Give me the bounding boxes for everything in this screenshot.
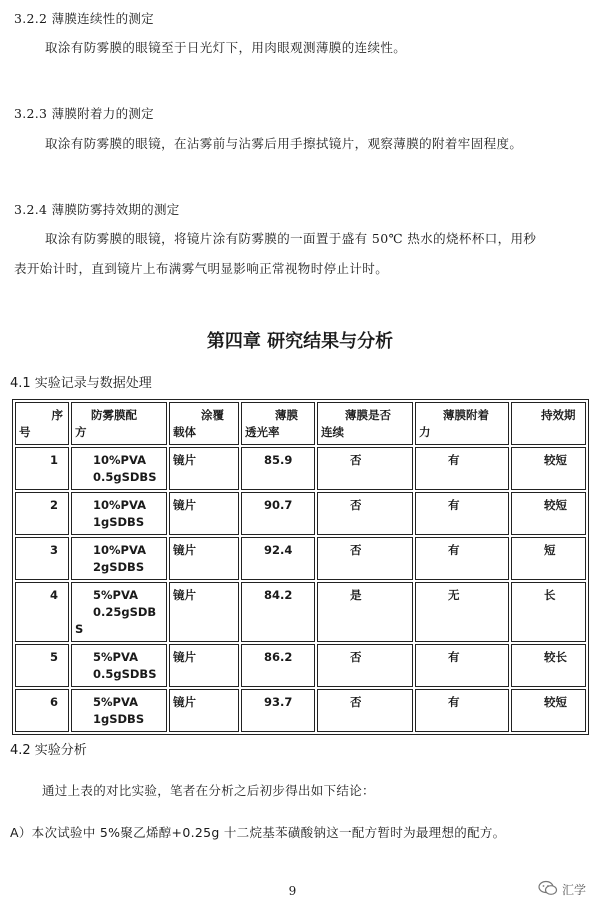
table-row: [15, 582, 586, 642]
cell-adhesion: 有: [415, 447, 509, 490]
cell-formula: 10%PVA 2gSDBS: [71, 537, 167, 580]
cell-continuous: 否: [317, 447, 413, 490]
cell-transmittance: 90.7: [241, 492, 315, 535]
header-cell-carrier: 涂覆 载体: [169, 402, 239, 445]
cell-transmittance: 86.2: [241, 644, 315, 687]
table-row: [15, 537, 586, 580]
cell-no: 1: [15, 447, 69, 490]
cell-no: 6: [15, 689, 69, 732]
header-cell-formula: 防雾膜配 方: [71, 402, 167, 445]
cell-continuous: 否: [317, 537, 413, 580]
cell-no: 3: [15, 537, 69, 580]
heading-3-2-3: 3.2.3 薄膜附着力的测定: [14, 106, 154, 121]
cell-transmittance: 84.2: [241, 582, 315, 642]
table-row: [15, 492, 586, 535]
results-table: [12, 399, 589, 735]
paragraph-3-2-4-line1: 取涂有防雾膜的眼镜，将镜片涂有防雾膜的一面置于盛有 50℃ 热水的烧杯杯口，用秒: [45, 231, 537, 246]
cell-adhesion: 无: [415, 582, 509, 642]
conclusion-a: A）本次试验中 5%聚乙烯醇+0.25g 十二烷基苯磺酸钠这一配方暂时为最理想的配方。: [10, 825, 506, 840]
watermark-text: 汇学: [561, 883, 586, 897]
cell-carrier: 镜片: [169, 582, 239, 642]
cell-adhesion: 有: [415, 689, 509, 732]
cell-carrier: 镜片: [169, 537, 239, 580]
cell-no: 4: [15, 582, 69, 642]
cell-no: 5: [15, 644, 69, 687]
header-cell-adhesion: 薄膜附着 力: [415, 402, 509, 445]
cell-transmittance: 92.4: [241, 537, 315, 580]
header-cell-continuity: 薄膜是否 连续: [317, 402, 413, 445]
cell-duration: 较短: [511, 492, 586, 535]
wechat-icon: [538, 880, 558, 899]
cell-formula: 10%PVA 1gSDBS: [71, 492, 167, 535]
cell-adhesion: 有: [415, 492, 509, 535]
cell-formula: 5%PVA 0.25gSDB S: [71, 582, 167, 642]
table-row: [15, 447, 586, 490]
chapter-title: 第四章 研究结果与分析: [206, 331, 394, 352]
table-header-row: [15, 402, 586, 445]
header-cell-no: 序 号: [15, 402, 69, 445]
section-4-2-heading: 4.2 实验分析: [10, 743, 87, 758]
cell-duration: 较短: [511, 447, 586, 490]
cell-carrier: 镜片: [169, 689, 239, 732]
paragraph-3-2-3: 取涂有防雾膜的眼镜，在沾雾前与沾雾后用手擦拭镜片，观察薄膜的附着牢固程度。: [45, 136, 523, 151]
cell-adhesion: 有: [415, 537, 509, 580]
paragraph-3-2-4-line2: 表开始计时，直到镜片上布满雾气明显影响正常视物时停止计时。: [14, 261, 389, 276]
header-cell-duration: 持效期: [511, 402, 586, 445]
watermark: [538, 880, 586, 899]
cell-transmittance: 85.9: [241, 447, 315, 490]
cell-carrier: 镜片: [169, 492, 239, 535]
cell-duration: 较短: [511, 689, 586, 732]
paragraph-3-2-2: 取涂有防雾膜的眼镜至于日光灯下，用肉眼观测薄膜的连续性。: [45, 40, 407, 55]
heading-3-2-2: 3.2.2 薄膜连续性的测定: [14, 11, 154, 26]
cell-continuous: 是: [317, 582, 413, 642]
cell-formula: 5%PVA 0.5gSDBS: [71, 644, 167, 687]
table-row: [15, 689, 586, 732]
cell-transmittance: 93.7: [241, 689, 315, 732]
section-4-1-heading: 4.1 实验记录与数据处理: [10, 376, 152, 391]
page-number: 9: [288, 884, 297, 898]
cell-carrier: 镜片: [169, 644, 239, 687]
cell-duration: 较长: [511, 644, 586, 687]
cell-continuous: 否: [317, 492, 413, 535]
cell-adhesion: 有: [415, 644, 509, 687]
cell-formula: 5%PVA 1gSDBS: [71, 689, 167, 732]
cell-duration: 长: [511, 582, 586, 642]
header-cell-transmittance: 薄膜 透光率: [241, 402, 315, 445]
cell-no: 2: [15, 492, 69, 535]
cell-carrier: 镜片: [169, 447, 239, 490]
cell-duration: 短: [511, 537, 586, 580]
cell-formula: 10%PVA 0.5gSDBS: [71, 447, 167, 490]
table-row: [15, 644, 586, 687]
analysis-intro: 通过上表的对比实验，笔者在分析之后初步得出如下结论：: [42, 783, 375, 798]
cell-continuous: 否: [317, 689, 413, 732]
heading-3-2-4: 3.2.4 薄膜防雾持效期的测定: [14, 202, 180, 217]
cell-continuous: 否: [317, 644, 413, 687]
